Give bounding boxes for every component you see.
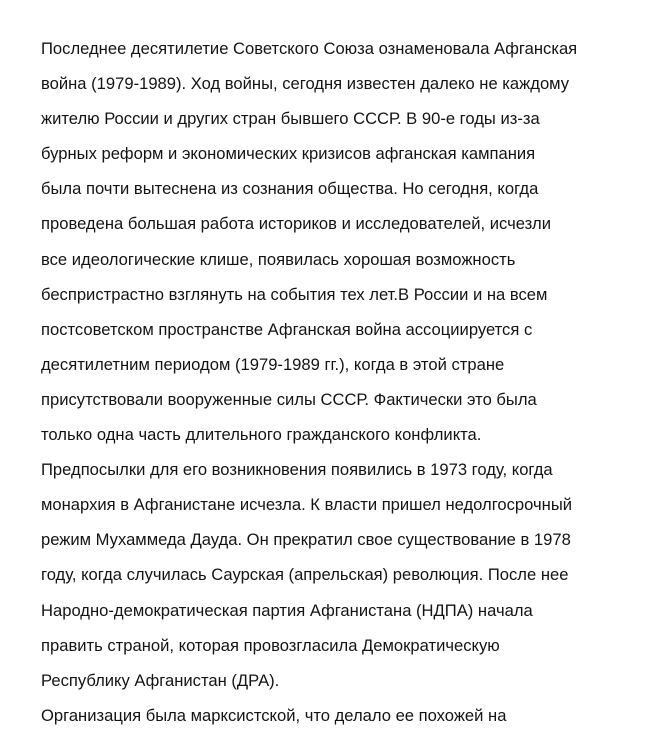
- text-line: монархия в Афганистане исчезла. К власти пришел недолгосрочный: [41, 495, 573, 515]
- text-line: война (1979-1989). Ход войны, сегодня известен далеко не каждому: [41, 74, 570, 94]
- text-line: режим Мухаммеда Дауда. Он прекратил свое существование в 1978: [41, 530, 571, 550]
- text-line: править страной, которая провозгласила Демократическую: [41, 635, 500, 655]
- text-line: Республику Афганистан (ДРА).: [41, 670, 280, 690]
- text-line: Последнее десятилетие Советского Союза ознаменовала Афганская: [41, 39, 578, 58]
- text-line: постсоветском пространстве Афганская война ассоциируется с: [41, 319, 533, 339]
- text-line: Предпосылки для его возникновения появились в 1973 году, когда: [41, 460, 553, 480]
- text-line: проведена большая работа историков и исследователей, исчезли: [41, 214, 552, 234]
- text-line: десятилетним периодом (1979-1989 гг.), когда в этой стране: [41, 354, 505, 374]
- document-body: [41, 31, 641, 733]
- text-line: жителю России и других стран бывшего СССР. В 90-е годы из-за: [41, 109, 540, 129]
- text-line: бурных реформ и экономических кризисов афганская кампания: [41, 144, 536, 164]
- text-line: только одна часть длительного гражданского конфликта.: [41, 425, 482, 445]
- text-line: Организация была марксистской, что делало ее похожей на: [41, 705, 507, 725]
- text-line: все идеологические клише, появилась хорошая возможность: [41, 249, 516, 269]
- text-line: Народно-демократическая партия Афганистана (НДПА) начала: [41, 600, 533, 620]
- text-line: присутствовали вооруженные силы СССР. Фактически это была: [41, 389, 537, 409]
- text-line: была почти вытеснена из сознания общества. Но сегодня, когда: [41, 179, 539, 199]
- text-line: беспристрастно взглянуть на события тех лет.В России и на всем: [41, 284, 548, 304]
- text-line: году, когда случилась Саурская (апрельская) революция. После нее: [41, 565, 569, 585]
